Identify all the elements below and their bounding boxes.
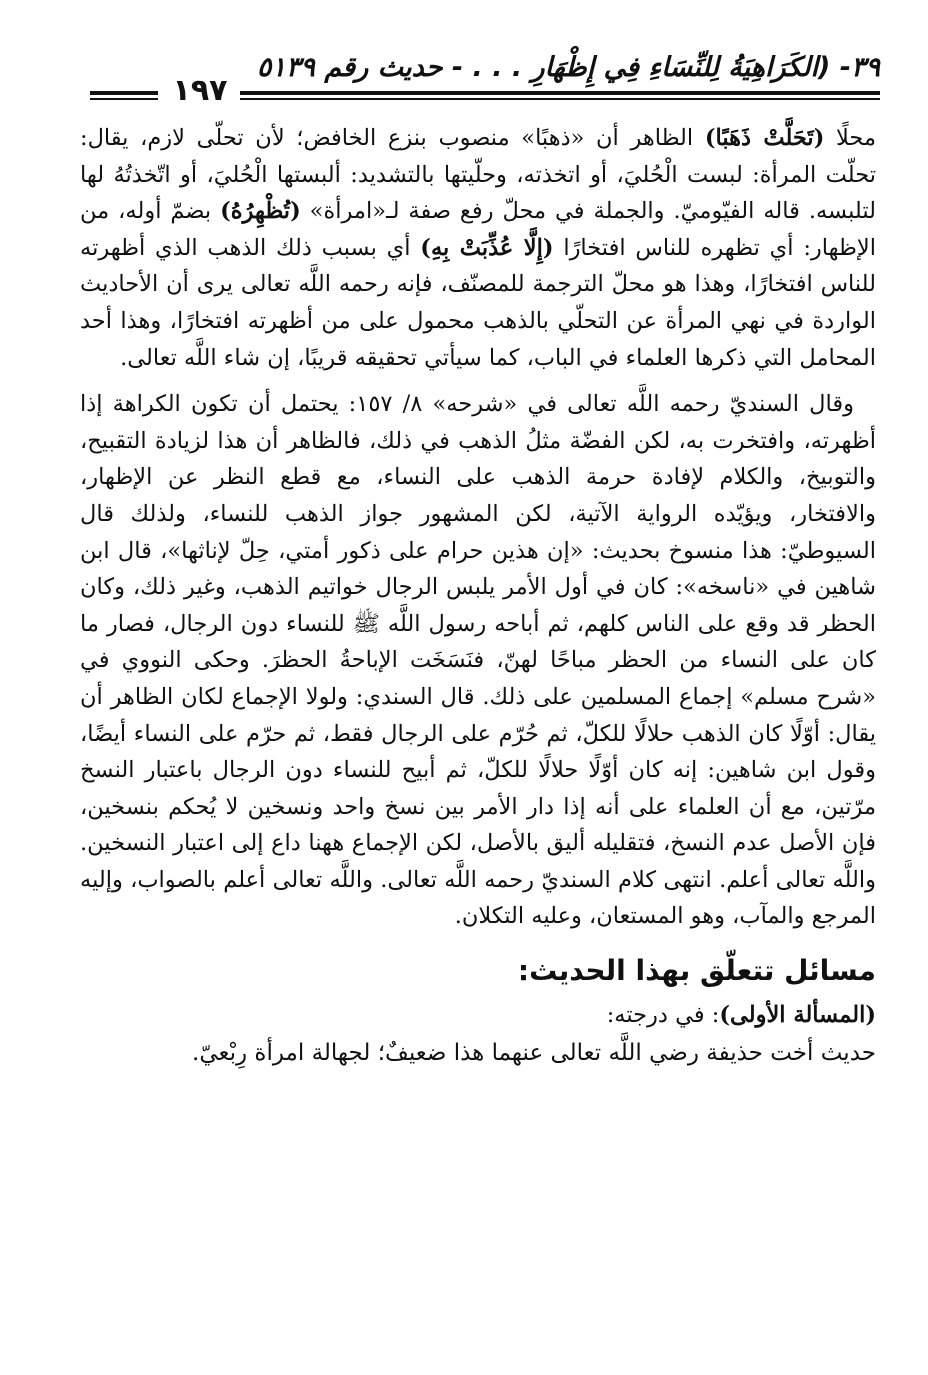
issue-line bbox=[80, 997, 876, 1033]
text-run: بضمّ أوله، من الإظهار: أي تظهره للناس افتخارًا bbox=[80, 198, 876, 261]
page-number: ١٩٧ bbox=[172, 73, 228, 108]
section-heading: مسائل تتعلّق بهذا الحديث: bbox=[517, 954, 876, 988]
hadith-quote: (تَحَلَّتْ ذَهَبًا) bbox=[704, 125, 825, 151]
commentary-paragraph-2: وقال السنديّ رحمه اللَّه تعالى في «شرحه» ٨/ ١٥٧: يحتمل أن تكون الكراهة إذا أظهرته، وافتخرت به، لكن الفضّة مثلُ الذهب في ذلك، فالظاهر أن هذا لزيادة التقبيح، والتوبيخ، والكلام لإفادة حرمة الذهب على النساء، مع قطع النظر عن الإظهار، والافتخار، ويؤيّده الرواية الآتية، لكن المشهور جواز الذهب للنساء، ولذلك قال السيوطيّ: هذا منسوخ بحديث: «إن هذين حرام على ذكور أمتي، حِلّ لإناثها»، قال ابن شاهين في «ناسخه»: كان في أول الأمر يلبس الرجال خواتيم الذهب، وغير ذلك، وكان الحظر قد وقع على الناس كلهم، ثم أباحه رسول اللَّه ﷺ للنساء دون الرجال، فصار ما كان على النساء من الحظر مباحًا لهنّ، فنَسَخَت الإباحةُ الحظرَ. وحكى النووي في «شرح مسلم» إجماع المسلمين على ذلك. قال السندي: ولولا الإجماع لكان الظاهر أن يقال: أوّلًا كان الذهب حلالًا للكلّ، ثم حُرّم على الرجال فقط، ثم حرّم على النساء أيضًا، وقول ابن شاهين: إنه كان أوّلًا حلالًا للكلّ، ثم أبيح للنساء دون الرجال باعتبار النسخ مرّتين، مع أن العلماء على أنه إذا دار الأمر بين نسخ واحد ونسخين لا يُحكم بنسخين، فإن الأصل عدم النسخ، فتقليله أليق بالأصل، لكن الإجماع ههنا داع إلى اعتبار النسخين. واللَّه تعالى أعلم. انتهى كلام السنديّ رحمه اللَّه تعالى. واللَّه تعالى أعلم بالصواب، وإليه المرجع والمآب، وهو المستعان، وعليه التكلان. bbox=[80, 391, 876, 930]
hadith-quote: (إِلَّا عُذِّبَتْ بِهِ) bbox=[420, 234, 554, 261]
text-run: أي بسبب ذلك الذهب الذي أظهرته للناس افتخارًا، وهذا هو محلّ الترجمة للمصنّف، فإنه رحمه اللَّه تعالى يرى أن الأحاديث الواردة في نهي المرأة عن التحلّي بالذهب محمول على من أظهرته افتخارًا، وهذا أحد المحامل التي ذكرها العلماء في الباب، كما سيأتي تحقيقه قريبًا، إن شاء اللَّه تعالى. bbox=[80, 234, 876, 371]
header-rule-lower bbox=[240, 98, 880, 100]
text-run: محلًا bbox=[824, 125, 877, 151]
hadith-quote: (تُظْهِرُهُ) bbox=[220, 198, 301, 225]
page-number-rule bbox=[90, 91, 158, 95]
final-line: حديث أخت حذيفة رضي اللَّه تعالى عنهما هذا ضعيفٌ؛ لجهالة امرأة رِبْعيّ. bbox=[192, 1040, 876, 1067]
issue-text: : في درجته: bbox=[606, 1002, 720, 1029]
page-body bbox=[80, 120, 876, 1073]
running-header-title: ٣٩- (الكَرَاهِيَةُ لِلنِّسَاءِ فِي إِظْهَارِ . . . - حديث رقم ٥١٣٩ bbox=[256, 52, 880, 83]
issue-label: (المسألة الأولى) bbox=[719, 1002, 876, 1029]
commentary-paragraph-1 bbox=[80, 120, 876, 376]
text-run: الظاهر أن «ذهبًا» منصوب بنزع الخافض؛ لأن تحلّى لازم، يقال: تحلّت المرأة: لبست الْحُليَ، أو اتخذته، وحلّيتها بالتشديد: ألبستها الْحُليَ، أو اتّخذتُهُ لها لتلبسه. قاله الفيّوميّ. والجملة في محلّ رفع صفة لـ«امرأة» bbox=[80, 125, 876, 225]
header-rule bbox=[240, 91, 880, 95]
page-number-rule-lower bbox=[90, 98, 158, 100]
